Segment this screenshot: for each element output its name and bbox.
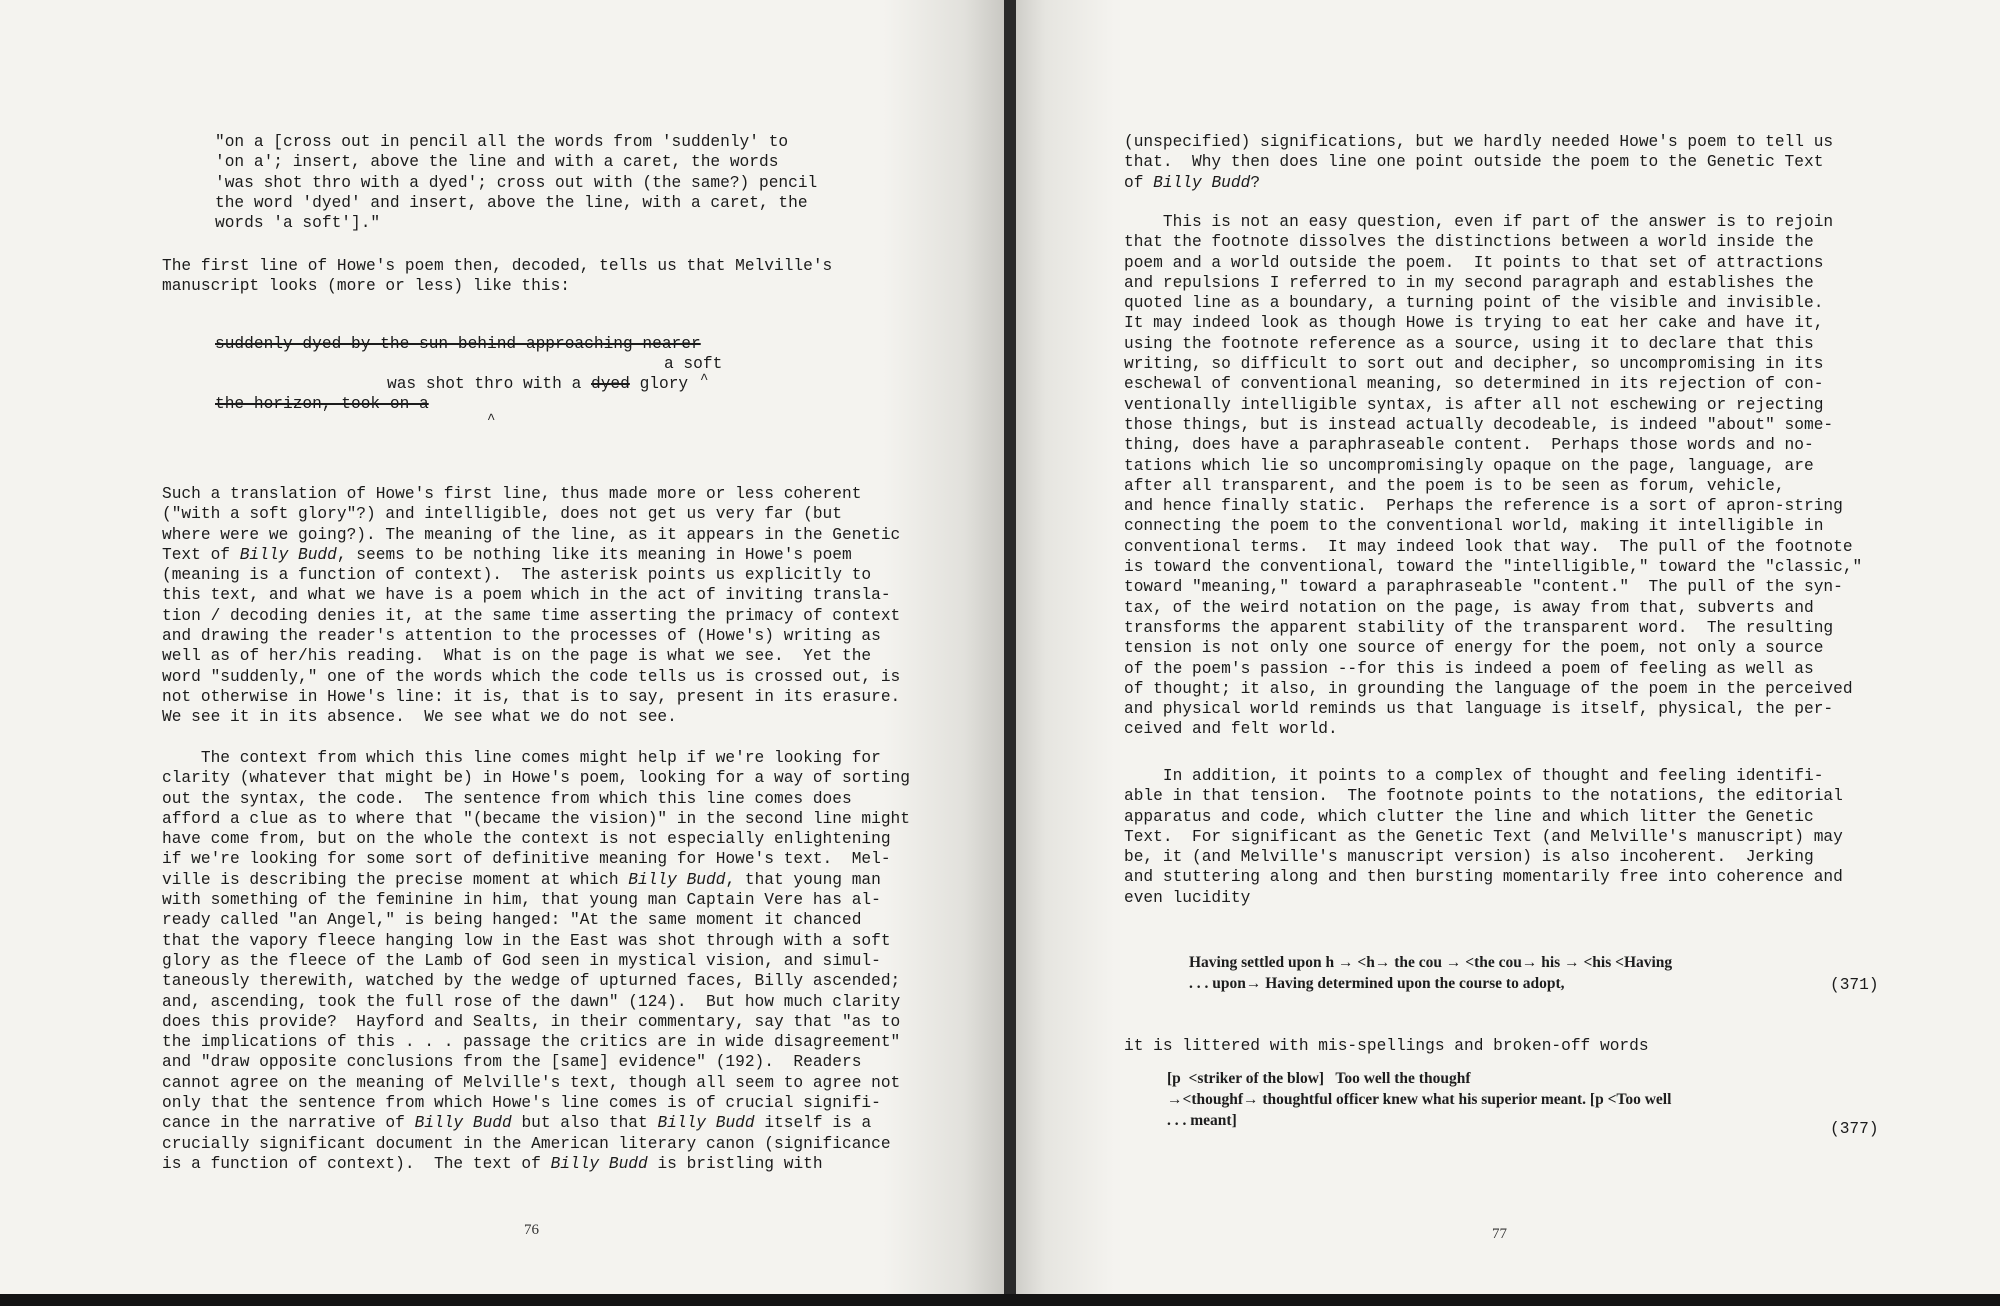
text-line: out the syntax, the code. The sentence from which this line comes does — [162, 789, 852, 808]
text-line: tations which lie so uncompromisingly opaque on the page, language, are — [1124, 456, 1814, 475]
struck-line: suddenly dyed by the sun behind approaching nearer — [215, 335, 701, 353]
text-line: and stuttering along and then bursting momentarily free into coherence and — [1124, 868, 1843, 887]
text-line: the word 'dyed' and insert, above the line, with a caret, the — [215, 193, 808, 212]
text-line: with something of the feminine in him, that young man Captain Vere has al- — [162, 891, 881, 910]
manuscript-text: glory — [629, 375, 689, 393]
text-line: and drawing the reader's attention to the processes of (Howe's) writing as — [162, 627, 881, 646]
text-line: this text, and what we have is a poem which in the act of inviting transla- — [162, 586, 891, 605]
paragraph — [1124, 766, 1843, 908]
text-line: the implications of this . . . passage the critics are in wide disagreement" — [162, 1033, 901, 1052]
left-page — [0, 0, 1004, 1296]
text-line: if we're looking for some sort of definitive meaning for Howe's text. Mel- — [162, 850, 891, 869]
text-line: poem and a world outside the poem. It points to that set of attractions — [1124, 253, 1824, 272]
text-line: using the footnote reference as a source, using it to declare that this — [1124, 334, 1814, 353]
text-line: crucially significant document in the American literary canon (significance — [162, 1134, 891, 1153]
text-line: conventional terms. It may indeed look that way. The pull of the footnote — [1124, 537, 1853, 556]
right-page — [1016, 0, 2000, 1296]
text-line: taneously therewith, watched by the wedge of upturned faces, Billy ascended; — [162, 972, 901, 991]
text-line: This is not an easy question, even if part of the answer is to rejoin — [1124, 213, 1834, 231]
text-line: of Billy Budd? — [1124, 173, 1261, 192]
text-line: be, it (and Melville's manuscript version) is also incoherent. Jerking — [1124, 848, 1814, 867]
text-line: words 'a soft']." — [215, 214, 381, 233]
manuscript-text: was shot thro with a — [387, 375, 591, 393]
text-line: manuscript looks (more or less) like this: — [162, 277, 570, 296]
text-line: where were we going?). The meaning of the line, as it appears in the Genetic — [162, 525, 901, 544]
text-line: ventionally intelligible syntax, is after all not eschewing or rejecting — [1124, 395, 1824, 414]
text-line: connecting the poem to the conventional world, making it intelligible in — [1124, 517, 1824, 536]
text-line: and "draw opposite conclusions from the [same] evidence" (192). Readers — [162, 1053, 862, 1072]
text-line: Text of Billy Budd, seems to be nothing like its meaning in Howe's poem — [162, 545, 852, 564]
paragraph — [162, 256, 832, 297]
text-line: toward "meaning," toward a paraphraseable "content." The pull of the syn- — [1124, 578, 1843, 597]
text-line: tion / decoding denies it, at the same time asserting the primacy of context — [162, 606, 901, 625]
text-line: apparatus and code, which clutter the line and which litter the Genetic — [1124, 807, 1814, 826]
text-line: The first line of Howe's poem then, decoded, tells us that Melville's — [162, 257, 833, 275]
text-line: and repulsions I referred to in my second paragraph and establishes the — [1124, 273, 1814, 292]
text-line: have come from, but on the whole the context is not especially enlightening — [162, 830, 891, 849]
text-line: "on a [cross out in pencil all the words from 'suddenly' to — [215, 133, 789, 151]
text-line: [p <striker of the blow] Too well the thoughf — [1167, 1070, 1471, 1087]
text-line: 'was shot thro with a dyed'; cross out with (the same?) pencil — [215, 173, 818, 192]
text-line: that the footnote dissolves the distinctions between a world inside the — [1124, 233, 1814, 252]
text-line: clarity (whatever that might be) in Howe's poem, looking for a way of sorting — [162, 769, 910, 788]
caret-mark: ^ — [487, 412, 496, 428]
text-line: tension is not only one source of energy for the poem, not only a source — [1124, 639, 1824, 658]
text-line: Text. For significant as the Genetic Text (and Melville's manuscript) may — [1124, 827, 1843, 846]
page-number: 77 — [1492, 1226, 1507, 1242]
text-line: even lucidity — [1124, 888, 1251, 907]
text-line: is a function of context). The text of Billy Budd is bristling with — [162, 1154, 823, 1173]
text-line: Such a translation of Howe's first line, thus made more or less coherent — [162, 485, 862, 503]
text-line: of the poem's passion --for this is indeed a poem of feeling as well as — [1124, 659, 1814, 678]
text-line: not otherwise in Howe's line: it is, that is to say, present in its erasure. — [162, 687, 901, 706]
text-line: glory as the fleece of the Lamb of God seen in mystical vision, and simul- — [162, 951, 881, 970]
page-number: 76 — [524, 1222, 539, 1238]
text-line: →<thoughf→ thoughtful officer knew what his superior meant. [p <Too well — [1167, 1091, 1672, 1108]
text-line: and, ascending, took the full rose of the dawn" (124). But how much clarity — [162, 992, 901, 1011]
text-line: well as of her/his reading. What is on the page is what we see. Yet the — [162, 647, 872, 666]
paragraph — [162, 484, 900, 728]
manuscript-line — [387, 374, 688, 394]
text-line: that. Why then does line one point outside the poem to the Genetic Text — [1124, 153, 1824, 172]
text-line: of thought; it also, in grounding the language of the poem in the perceived — [1124, 679, 1853, 698]
text-line: is toward the conventional, toward the "intelligible," toward the "classic," — [1124, 558, 1863, 577]
paragraph: it is littered with mis-spellings and broken-off words — [1124, 1037, 1649, 1055]
block-quote — [1189, 952, 1672, 994]
text-line: tax, of the weird notation on the page, is away from that, subverts and — [1124, 598, 1814, 617]
text-line: (unspecified) significations, but we hardly needed Howe's poem to tell us — [1124, 133, 1834, 151]
text-line: . . . upon→ Having determined upon the course to adopt, — [1189, 975, 1565, 992]
text-line: transforms the apparent stability of the transparent word. The resulting — [1124, 618, 1834, 637]
text-line: It may indeed look as though Howe is trying to eat her cake and have it, — [1124, 314, 1824, 333]
text-line: . . . meant] — [1167, 1112, 1237, 1129]
caret-mark: ^ — [700, 372, 709, 388]
text-line: that the vapory fleece hanging low in the East was shot through with a soft — [162, 931, 891, 950]
citation-ref: (371) — [1830, 976, 1879, 994]
text-line: In addition, it points to a complex of thought and feeling identifi- — [1124, 767, 1824, 785]
block-quote — [1167, 1068, 1671, 1131]
text-line: cannot agree on the meaning of Melville's text, though all seem to agree not — [162, 1073, 901, 1092]
text-line: 'on a'; insert, above the line and with a caret, the words — [215, 153, 779, 172]
text-line: does this provide? Hayford and Sealts, in their commentary, say that "as to — [162, 1012, 901, 1031]
text-line: able in that tension. The footnote points to the notations, the editorial — [1124, 787, 1843, 806]
struck-word: dyed — [591, 375, 630, 393]
citation-ref: (377) — [1830, 1120, 1879, 1138]
text-line: and physical world reminds us that language is itself, physical, the per- — [1124, 700, 1834, 719]
page-bottom-edge — [0, 1294, 2000, 1306]
text-line: We see it in its absence. We see what we do not see. — [162, 708, 677, 727]
text-line: (meaning is a function of context). The asterisk points us explicitly to — [162, 566, 872, 585]
gutter — [1004, 0, 1016, 1306]
text-line: ceived and felt world. — [1124, 720, 1338, 739]
text-line: writing, so difficult to sort out and decipher, so uncompromising in its — [1124, 355, 1824, 374]
text-line: ville is describing the precise moment at which Billy Budd, that young man — [162, 870, 881, 889]
text-line: quoted line as a boundary, a turning point of the visible and invisible. — [1124, 294, 1824, 313]
paragraph — [162, 748, 910, 1174]
text-line: word "suddenly," one of the words which the code tells us is crossed out, is — [162, 667, 901, 686]
quote-block — [215, 132, 817, 233]
text-line: afford a clue as to where that "(became the vision)" in the second line might — [162, 809, 910, 828]
text-line: only that the sentence from which Howe's line comes is of crucial signifi- — [162, 1094, 881, 1113]
paragraph — [1124, 132, 1833, 193]
text-line: thing, does have a paraphraseable content. Perhaps those words and no- — [1124, 436, 1814, 455]
text-line: ready called "an Angel," is being hanged: "At the same moment it chanced — [162, 911, 862, 930]
inserted-words: a soft — [664, 355, 723, 373]
text-line: Having settled upon h → <h→ the cou → <the cou→ his → <his <Having — [1189, 954, 1673, 971]
text-line: and hence finally static. Perhaps the reference is a sort of apron-string — [1124, 497, 1843, 516]
text-line: The context from which this line comes might help if we're looking for — [162, 749, 881, 767]
text-line: after all transparent, and the poem is to be seen as forum, vehicle, — [1124, 476, 1785, 495]
struck-line: the horizon, took on a — [215, 395, 429, 413]
text-line: cance in the narrative of Billy Budd but also that Billy Budd itself is a — [162, 1114, 872, 1133]
text-line: eschewal of conventional meaning, so determined in its rejection of con- — [1124, 375, 1824, 394]
text-line: those things, but is instead actually decodeable, is indeed "about" some- — [1124, 415, 1834, 434]
text-line: ("with a soft glory"?) and intelligible, does not get us very far (but — [162, 505, 842, 524]
paragraph — [1124, 212, 1862, 740]
